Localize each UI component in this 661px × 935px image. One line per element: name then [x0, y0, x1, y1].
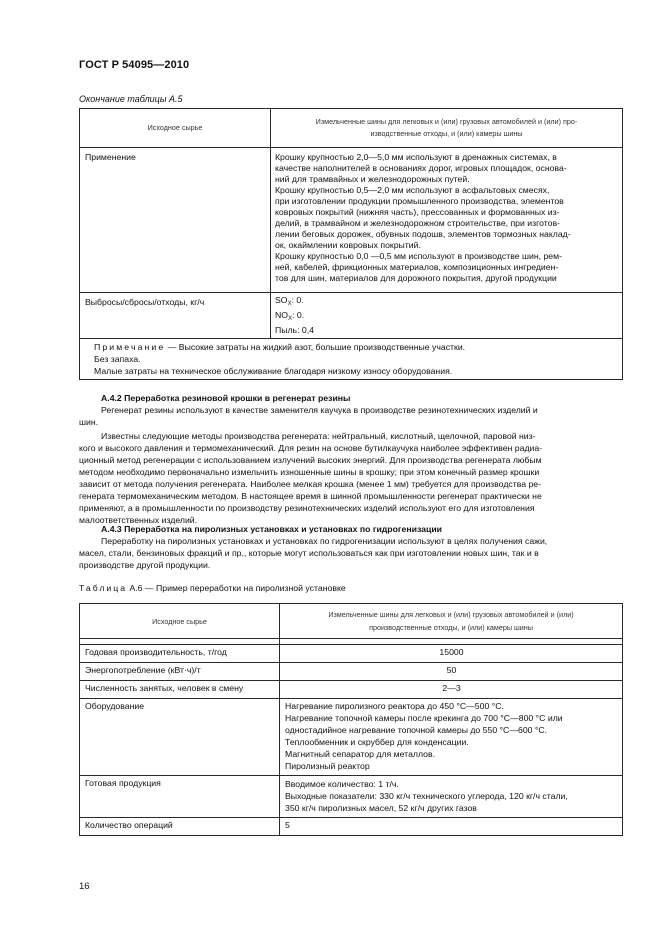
table-row: [80, 148, 623, 293]
text-line: Переработку на пиролизных установках и установках по гидрогенизации используют в целях получения сажи,: [101, 536, 548, 546]
text-line: зависит от метода получения регенерата. Наиболее мелкая крошка (менее 1 мм) требуется для производства ре-: [79, 479, 542, 489]
table-a5: [79, 108, 623, 380]
table-row: [80, 681, 623, 699]
row-label: Количество операций: [80, 818, 280, 836]
table-a6-header-right: [280, 604, 623, 639]
section-heading: А.4.3 Переработка на пиролизных установках и установках по гидрогенизации: [101, 524, 443, 534]
row-label: Оборудование: [80, 699, 280, 776]
row-value: 15000: [280, 645, 623, 663]
table-a5-caption: Окончание таблицы А.5: [79, 94, 183, 104]
row-label: Численность занятых, человек в смену: [80, 681, 280, 699]
text-line: Магнитный сепаратор для металлов.: [285, 749, 435, 759]
table-a6: [79, 603, 623, 836]
row-label: Применение: [80, 148, 271, 293]
text-line: применяют, а в промышленности по производству резинотехнических изделий используют его для изготовления: [79, 503, 535, 513]
text-line: 350 кг/ч пиролизных масел, 52 кг/ч других газов: [285, 803, 477, 813]
header-line: Измельченные шины для легковых и (или) грузовых автомобилей и (или): [328, 610, 574, 619]
header-line: производственные отходы, и (или) камеры шины: [369, 623, 533, 632]
so-base: SO: [275, 295, 288, 305]
so-value: : 0.: [291, 295, 304, 305]
note-line: Без запаха.: [94, 354, 141, 364]
table-a6-title: [79, 583, 346, 593]
text-line: качестве наполнителей в основаниях дорог, игровых площадок, основа-: [275, 163, 567, 173]
paragraph: [79, 535, 622, 571]
note-label: Примечание: [94, 342, 166, 352]
text-line: ний для трамвайных и железнодорожных путей.: [275, 174, 470, 184]
table-label: Таблица: [79, 583, 128, 593]
text-line: методом необходимо первоначально измельчить изношенные шины в крошку; при этом конечный размер крошки: [79, 467, 540, 477]
table-row: [80, 645, 623, 663]
table-a6-header-row: [80, 604, 623, 639]
text-line: ковровых покрытий (нижняя часть), прессованных и формованных из-: [275, 207, 560, 217]
text-line: Известны следующие методы производства регенерата: нейтральный, кислотный, щелочной, паровой низ-: [101, 431, 536, 441]
table-row: [80, 818, 623, 836]
row-label: Энергопотребление (кВт·ч)/т: [80, 663, 280, 681]
text-line: ней, кабелей, фрикционных материалов, композиционных ингредиен-: [275, 262, 559, 272]
so-line: [275, 295, 617, 310]
section-a43: [79, 523, 622, 571]
note-line: Малые затраты на техническое обслуживание благодаря низкому износу оборудования.: [94, 366, 453, 376]
dust-line: Пыль: 0,4: [275, 325, 314, 335]
text-line: одностадийное нагревание топочной камеры до 550 °С—600 °С.: [285, 725, 548, 735]
row-value: [271, 293, 623, 339]
text-line: масел, стали, бензиновых фракций и пр., которые могут использоваться как при изготовлении новых шин, так и в: [79, 548, 539, 558]
text-line: Крошку крупностью 0,0 —0,5 мм используют в производстве шин, рем-: [275, 251, 562, 261]
text-line: шин.: [79, 417, 99, 427]
table-a5-header-right: [271, 109, 623, 148]
text-line: при изготовлении продукции промышленного производства, элементов: [275, 196, 564, 206]
table-a5-header-left: Исходное сырье: [80, 109, 271, 148]
text-line: кого и высокого давления и термомеханический. Для резин на основе бутилкаучука наиболее эффективен радиа-: [79, 443, 543, 453]
row-label: Выбросы/сбросы/отходы, кг/ч: [80, 293, 271, 339]
row-label: Готовая продукция: [80, 776, 280, 818]
document-id: ГОСТ Р 54095—2010: [79, 59, 190, 71]
so-subscript: X: [287, 301, 292, 307]
text-line: Пиролизный реактор: [285, 761, 370, 771]
table-row: [80, 776, 623, 818]
note-text: — Высокие затраты на жидкий азот, большие производственные участки.: [165, 342, 466, 352]
text-line: ок, окаймлении ковровых покрытий.: [275, 240, 421, 250]
paragraph: [79, 404, 622, 428]
paragraph: [79, 430, 622, 526]
row-value: [271, 148, 623, 293]
table-row: [80, 293, 623, 339]
row-value: [280, 776, 623, 818]
table-note: [80, 339, 623, 380]
table-note-row: [80, 339, 623, 380]
text-line: Нагревание пиролизного реактора до 450 °С—500 °С.: [285, 701, 504, 711]
row-value: 50: [280, 663, 623, 681]
table-title-text: А.6 — Пример переработки на пиролизной установке: [127, 583, 346, 593]
row-value: 5: [280, 818, 623, 836]
text-line: производстве другой продукции.: [79, 560, 211, 570]
row-value: 2—3: [280, 681, 623, 699]
text-line: тов для шин, материалов для дорожного покрытия, другой продукции: [275, 273, 557, 283]
no-value: : 0.: [292, 310, 305, 320]
text-line: ционный метод регенерации с использованием излучений высоких энергий. Для производства регенерата любым: [79, 455, 542, 465]
text-line: Крошку крупностью 0,5—2,0 мм используют в асфальтовых смесях,: [275, 185, 550, 195]
text-line: Крошку крупностью 2,0—5,0 мм используют в дренажных системах, в: [275, 152, 557, 162]
table-a6-header-left: Исходное сырье: [80, 604, 280, 639]
table-a5-header-row: [80, 109, 623, 148]
no-subscript: X: [288, 316, 293, 322]
note-line: [94, 341, 618, 353]
no-base: NO: [275, 310, 289, 320]
table-row: [80, 663, 623, 681]
section-heading: А.4.2 Переработка резиновой крошки в регенерат резины: [101, 393, 351, 403]
page-number: 16: [79, 881, 90, 892]
no-line: [275, 310, 617, 325]
text-line: лении беговых дорожек, обувных подошв, элементов тормозных наклад-: [275, 229, 571, 239]
text-line: Выходные показатели: 330 кг/ч технического углерода, 120 кг/ч стали,: [285, 791, 568, 801]
header-line: изводственные отходы, и (или) камеры шины: [370, 129, 523, 138]
section-a42: [79, 392, 622, 526]
row-label: Годовая производительность, т/год: [80, 645, 280, 663]
text-line: Теплообменник и скруббер для конденсации.: [285, 737, 469, 747]
text-line: генерата термомеханическим методом. В настоящее время в шинной промышленности регенерат практически не: [79, 491, 542, 501]
text-line: Нагревание топочной камеры после крекинга до 700 °С—800 °С или: [285, 713, 563, 723]
text-line: малоответственных изделий.: [79, 515, 198, 525]
row-value: [280, 699, 623, 776]
header-line: Измельченные шины для легковых и (или) грузовых автомобилей и (или) про-: [315, 117, 578, 126]
text-line: Регенерат резины используют в качестве заменителя каучука в производстве резинотехнических изделий и: [101, 405, 538, 415]
text-line: Вводимое количество: 1 т/ч.: [285, 779, 399, 789]
table-row: [80, 699, 623, 776]
text-line: делий, в трамвайном и железнодорожном строительстве, при изготов-: [275, 218, 560, 228]
